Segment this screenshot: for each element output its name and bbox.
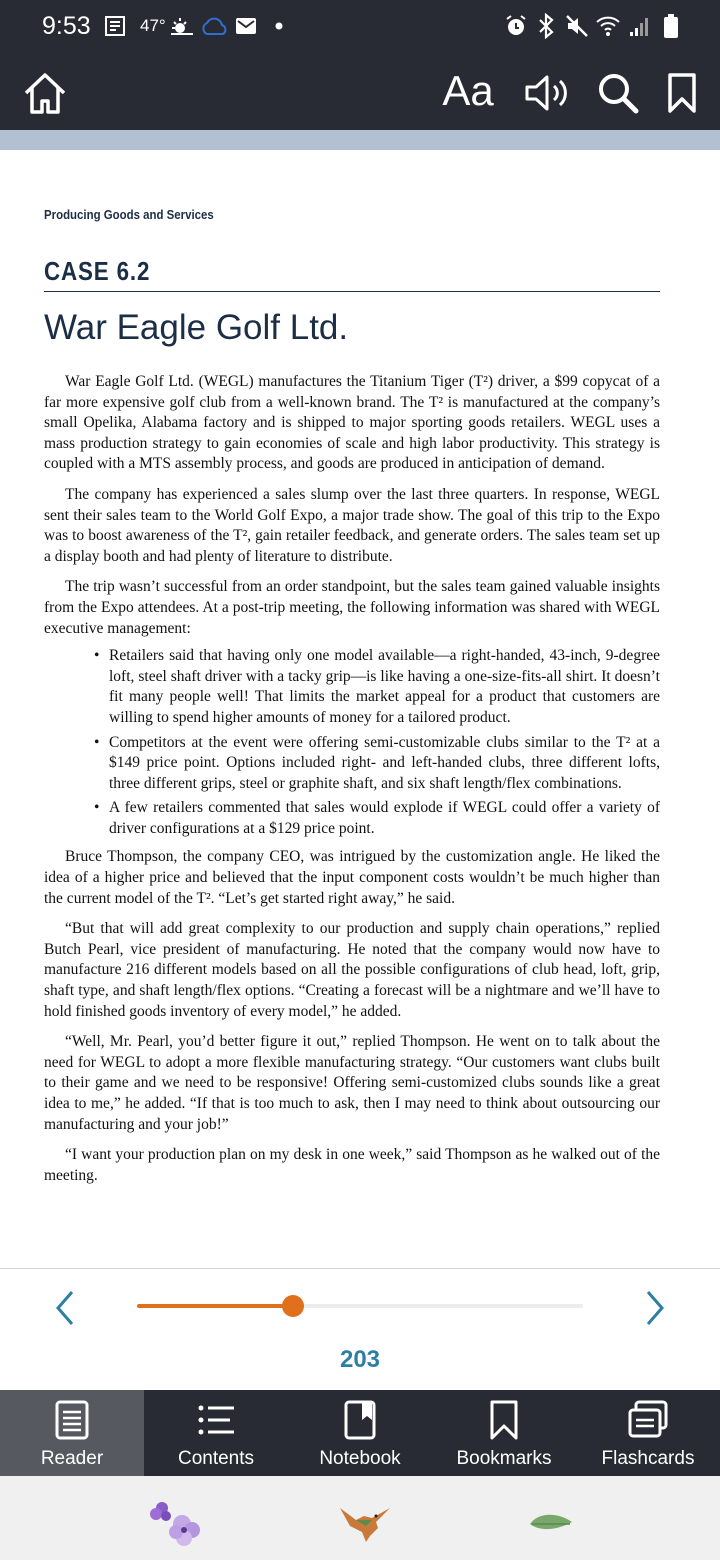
next-page-button[interactable]	[632, 1286, 676, 1330]
flower-icon[interactable]	[148, 1498, 204, 1548]
status-bar	[0, 0, 720, 52]
reader-icon	[50, 1398, 94, 1442]
page-divider	[0, 1268, 720, 1269]
cloud-icon	[200, 16, 230, 36]
page-slider-thumb[interactable]	[282, 1295, 304, 1317]
bookmark-button[interactable]	[660, 70, 704, 116]
paragraph: “Well, Mr. Pearl, you’d better figure it out,” replied Thompson. He went on to talk about the need for WEGL to adopt a more flexible manufacturing strategy. “Our customers want clubs built to their game and we need to be responsive! Offering semi-customized clubs sounds like a great idea to me,” he added. “If that is too much to ask, then I may need to think about outsourcing our manufacturing and your job!”	[44, 1033, 660, 1133]
alarm-icon	[504, 14, 528, 38]
paragraph: The company has experienced a sales slump over the last three quarters. In response, WEGL sent their sales team to the World Golf Expo, a major trade show. The goal of this trip to the Expo was to boost awareness of the T², gain retailer feedback, and generate orders. The sales team set up a display booth and had plenty of literature to distribute.	[44, 485, 660, 565]
list-item: • A few retailers commented that sales would explode if WEGL could offer a variety of driver configurations at a $129 price point.	[109, 798, 660, 839]
clock: 9:53	[42, 12, 91, 40]
tab-contents[interactable]	[144, 1390, 288, 1476]
bookmarks-icon	[482, 1398, 526, 1442]
search-button[interactable]	[594, 70, 642, 116]
header-stripe	[0, 130, 720, 150]
list-item: • Competitors at the event were offering semi-customizable clubs similar to the T² at a $149 price point. Options included right- and left-handed clubs, three different lofts, three different grips, steel or graphite shaft, and six shaft length/flex combinations.	[109, 733, 660, 795]
findings-list	[44, 646, 660, 839]
paragraph: The trip wasn’t successful from an order standpoint, but the sales team gained valuable insights from the Expo attendees. At a post-trip meeting, the following information was shared with WEGL executive management:	[44, 578, 660, 637]
paragraph: “I want your production plan on my desk in one week,” said Thompson as he walked out of the meeting.	[44, 1146, 660, 1184]
heading-rule	[44, 291, 660, 292]
section-title: Producing Goods and Services	[44, 207, 214, 222]
weather-icon	[170, 14, 196, 38]
home-icon	[22, 71, 68, 115]
read-aloud-button[interactable]	[522, 70, 572, 116]
tab-label: Notebook	[319, 1448, 401, 1469]
dot-icon	[275, 22, 283, 30]
book-page	[44, 150, 660, 1267]
reader-toolbar	[0, 52, 720, 130]
paragraph: “But that will add great complexity to our production and supply chain operations,” replied Butch Pearl, vice president of manufacturing. He noted that the company would now have to manufacture 216 different models based on all the possible configurations of club head, loft, grip, shaft type, and shaft length/flex options. “Creating a forecast will be a nightmare and we’ll have to hold finished goods inventory of every model,” he added.	[44, 920, 660, 1020]
paragraph: Bruce Thompson, the company CEO, was intrigued by the customization angle. He liked the idea of a higher price and believed that the input component costs wouldn’t be much higher than the current model of the T². “Let’s get started right away,” he said.	[44, 848, 660, 907]
battery-icon	[663, 13, 679, 39]
paragraph: War Eagle Golf Ltd. (WEGL) manufactures the Titanium Tiger (T²) driver, a $99 copycat of a far more expensive golf club from a well-known brand. The T² is manufactured at the company’s small Opelika, Alabama factory and is shipped to major sporting goods retailers. WEGL uses a mass production strategy to gain economies of scale and high labor productivity. This strategy is coupled with a MTS assembly process, and goods are produced in anticipation of demand.	[44, 373, 660, 473]
hummingbird-icon[interactable]	[336, 1502, 392, 1542]
previous-page-button[interactable]	[44, 1286, 88, 1330]
tab-flashcards[interactable]	[576, 1390, 720, 1476]
flashcards-icon	[626, 1398, 670, 1442]
tab-label: Contents	[177, 1448, 255, 1469]
temperature: 47°	[140, 16, 166, 35]
bluetooth-icon	[536, 13, 556, 39]
chevron-left-icon	[44, 1286, 88, 1330]
tab-reader[interactable]	[0, 1390, 144, 1476]
list-item: • Retailers said that having only one model available—a right-handed, 43-inch, 9-degree loft, steel shaft driver with a tacky grip—is like having a one-size-fits-all shirt. It doesn’t fit many people well! That limits the market appeal for a product that customers are willing to spend higher amounts of money for a tailored product.	[109, 646, 660, 728]
chevron-right-icon	[632, 1286, 676, 1330]
bottom-nav	[0, 1390, 720, 1476]
mail-icon	[234, 15, 260, 37]
contents-icon	[194, 1398, 238, 1442]
case-title: War Eagle Golf Ltd.	[44, 308, 349, 347]
tab-notebook[interactable]	[288, 1390, 432, 1476]
wifi-icon	[595, 14, 625, 38]
leaf-icon[interactable]	[528, 1510, 574, 1534]
page-slider-progress	[137, 1304, 293, 1308]
notebook-icon	[338, 1398, 382, 1442]
case-label: CASE 6.2	[44, 256, 151, 286]
bookmark-icon	[667, 73, 697, 113]
page-slider[interactable]	[137, 1304, 583, 1308]
case-body	[44, 372, 660, 1196]
tab-label: Flashcards	[601, 1448, 695, 1469]
system-nav-bar	[0, 1476, 720, 1560]
news-icon	[104, 15, 126, 37]
home-button[interactable]	[20, 69, 70, 117]
font-size-button[interactable]: Aa	[442, 67, 494, 114]
volume-icon	[523, 72, 571, 114]
tab-bookmarks[interactable]	[432, 1390, 576, 1476]
mute-icon	[564, 14, 590, 38]
search-icon	[596, 71, 640, 115]
signal-icon	[628, 14, 652, 38]
page-number: 203	[339, 1346, 381, 1373]
tab-label: Bookmarks	[456, 1448, 552, 1469]
tab-label: Reader	[40, 1448, 104, 1469]
